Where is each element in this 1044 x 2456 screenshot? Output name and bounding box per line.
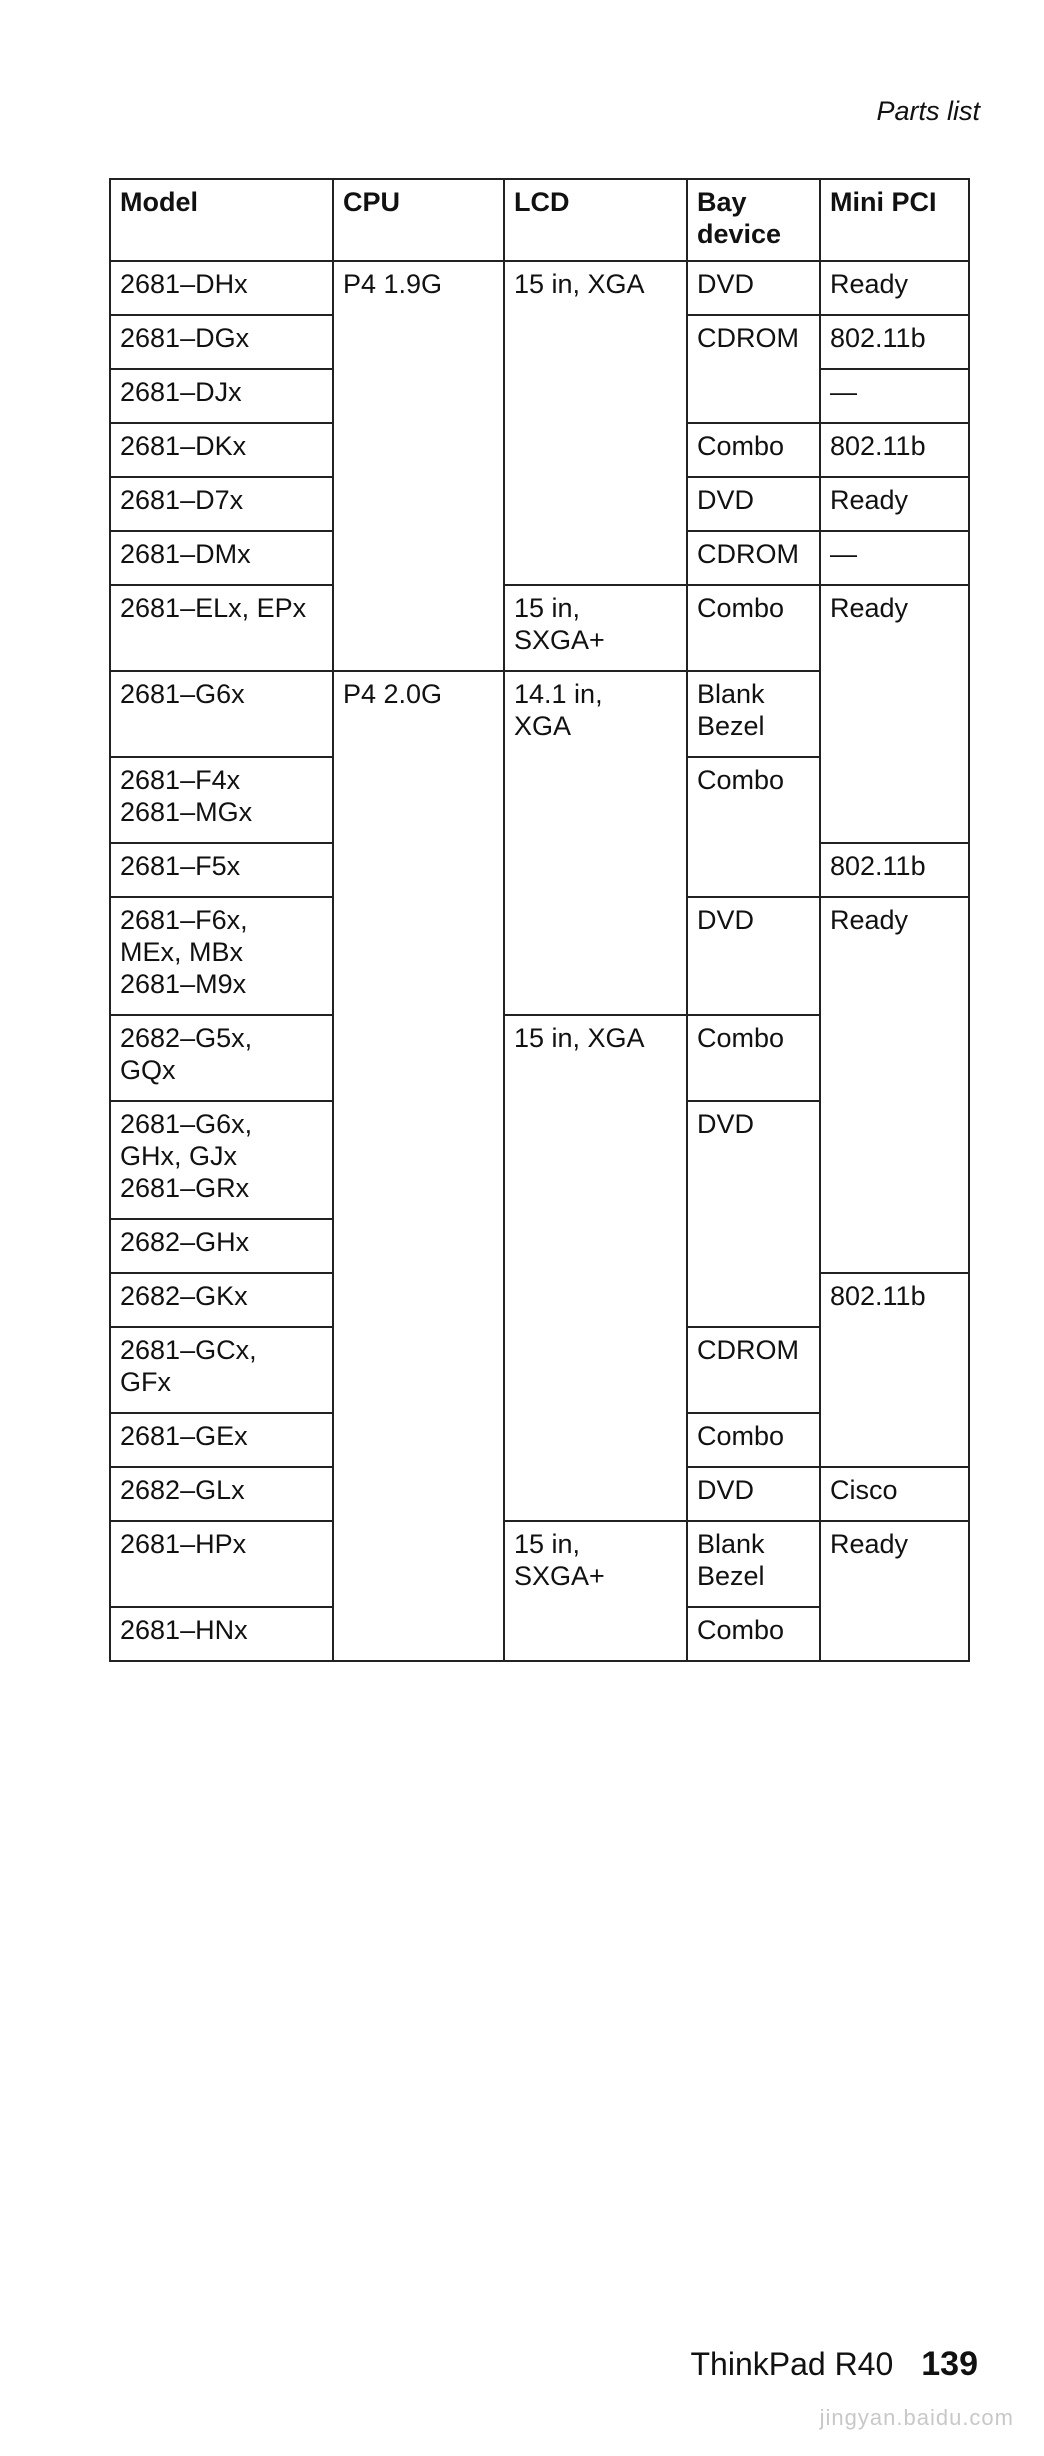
pci-cell: 802.11b — [820, 1273, 969, 1467]
model-cell: 2681–GCx, GFx — [110, 1327, 333, 1413]
header-row — [110, 179, 969, 261]
parts-table — [109, 178, 970, 1662]
pci-cell: Ready — [820, 477, 969, 531]
col-header-lcd: LCD — [504, 179, 687, 261]
bay-cell: Combo — [687, 1413, 820, 1467]
pci-cell: 802.11b — [820, 423, 969, 477]
table-row — [110, 261, 969, 315]
model-cell: 2681–DMx — [110, 531, 333, 585]
model-cell: 2681–F4x 2681–MGx — [110, 757, 333, 843]
cpu-cell: P4 2.0G — [333, 671, 504, 1661]
model-cell: 2681–G6x, GHx, GJx 2681–GRx — [110, 1101, 333, 1219]
model-cell: 2681–DJx — [110, 369, 333, 423]
model-cell: 2681–ELx, EPx — [110, 585, 333, 671]
model-cell: 2682–GHx — [110, 1219, 333, 1273]
bay-cell: Combo — [687, 423, 820, 477]
product-name: ThinkPad R40 — [690, 2346, 894, 2382]
col-header-cpu: CPU — [333, 179, 504, 261]
col-header-mini-pci: Mini PCI — [820, 179, 969, 261]
pci-cell: Cisco — [820, 1467, 969, 1521]
bay-cell: CDROM — [687, 1327, 820, 1413]
bay-cell: Blank Bezel — [687, 671, 820, 757]
pci-cell: 802.11b — [820, 843, 969, 897]
lcd-cell: 15 in, SXGA+ — [504, 1521, 687, 1661]
bay-cell: Blank Bezel — [687, 1521, 820, 1607]
page-number: 139 — [921, 2345, 978, 2383]
bay-cell: DVD — [687, 477, 820, 531]
watermark: jingyan.baidu.com — [819, 2405, 1014, 2430]
bay-cell: Combo — [687, 585, 820, 671]
model-cell: 2681–HNx — [110, 1607, 333, 1661]
table-row — [110, 1521, 969, 1607]
lcd-cell: 15 in, XGA — [504, 261, 687, 585]
table-row — [110, 585, 969, 671]
model-cell: 2681–DKx — [110, 423, 333, 477]
bay-cell: CDROM — [687, 531, 820, 585]
bay-cell: Combo — [687, 1607, 820, 1661]
pci-cell: Ready — [820, 1521, 969, 1661]
model-cell: 2682–GKx — [110, 1273, 333, 1327]
bay-cell: CDROM — [687, 315, 820, 423]
model-cell: 2682–GLx — [110, 1467, 333, 1521]
bay-cell: DVD — [687, 261, 820, 315]
page-footer — [690, 2345, 978, 2384]
pci-cell: — — [820, 531, 969, 585]
model-cell: 2681–F6x, MEx, MBx 2681–M9x — [110, 897, 333, 1015]
model-cell: 2681–HPx — [110, 1521, 333, 1607]
pci-cell: Ready — [820, 897, 969, 1273]
lcd-cell: 15 in, XGA — [504, 1015, 687, 1521]
running-head: Parts list — [876, 96, 980, 126]
lcd-cell: 14.1 in, XGA — [504, 671, 687, 1015]
pci-cell: — — [820, 369, 969, 423]
lcd-cell: 15 in, SXGA+ — [504, 585, 687, 671]
model-cell: 2681–D7x — [110, 477, 333, 531]
pci-cell: Ready — [820, 585, 969, 843]
bay-cell: Combo — [687, 757, 820, 897]
model-cell: 2681–GEx — [110, 1413, 333, 1467]
bay-cell: DVD — [687, 897, 820, 1015]
bay-cell: DVD — [687, 1101, 820, 1327]
model-cell: 2681–DGx — [110, 315, 333, 369]
col-header-bay-device: Bay device — [687, 179, 820, 261]
col-header-model: Model — [110, 179, 333, 261]
model-cell: 2681–G6x — [110, 671, 333, 757]
model-cell: 2682–G5x, GQx — [110, 1015, 333, 1101]
model-cell: 2681–DHx — [110, 261, 333, 315]
pci-cell: Ready — [820, 261, 969, 315]
bay-cell: DVD — [687, 1467, 820, 1521]
model-cell: 2681–F5x — [110, 843, 333, 897]
pci-cell: 802.11b — [820, 315, 969, 369]
cpu-cell: P4 1.9G — [333, 261, 504, 671]
bay-cell: Combo — [687, 1015, 820, 1101]
